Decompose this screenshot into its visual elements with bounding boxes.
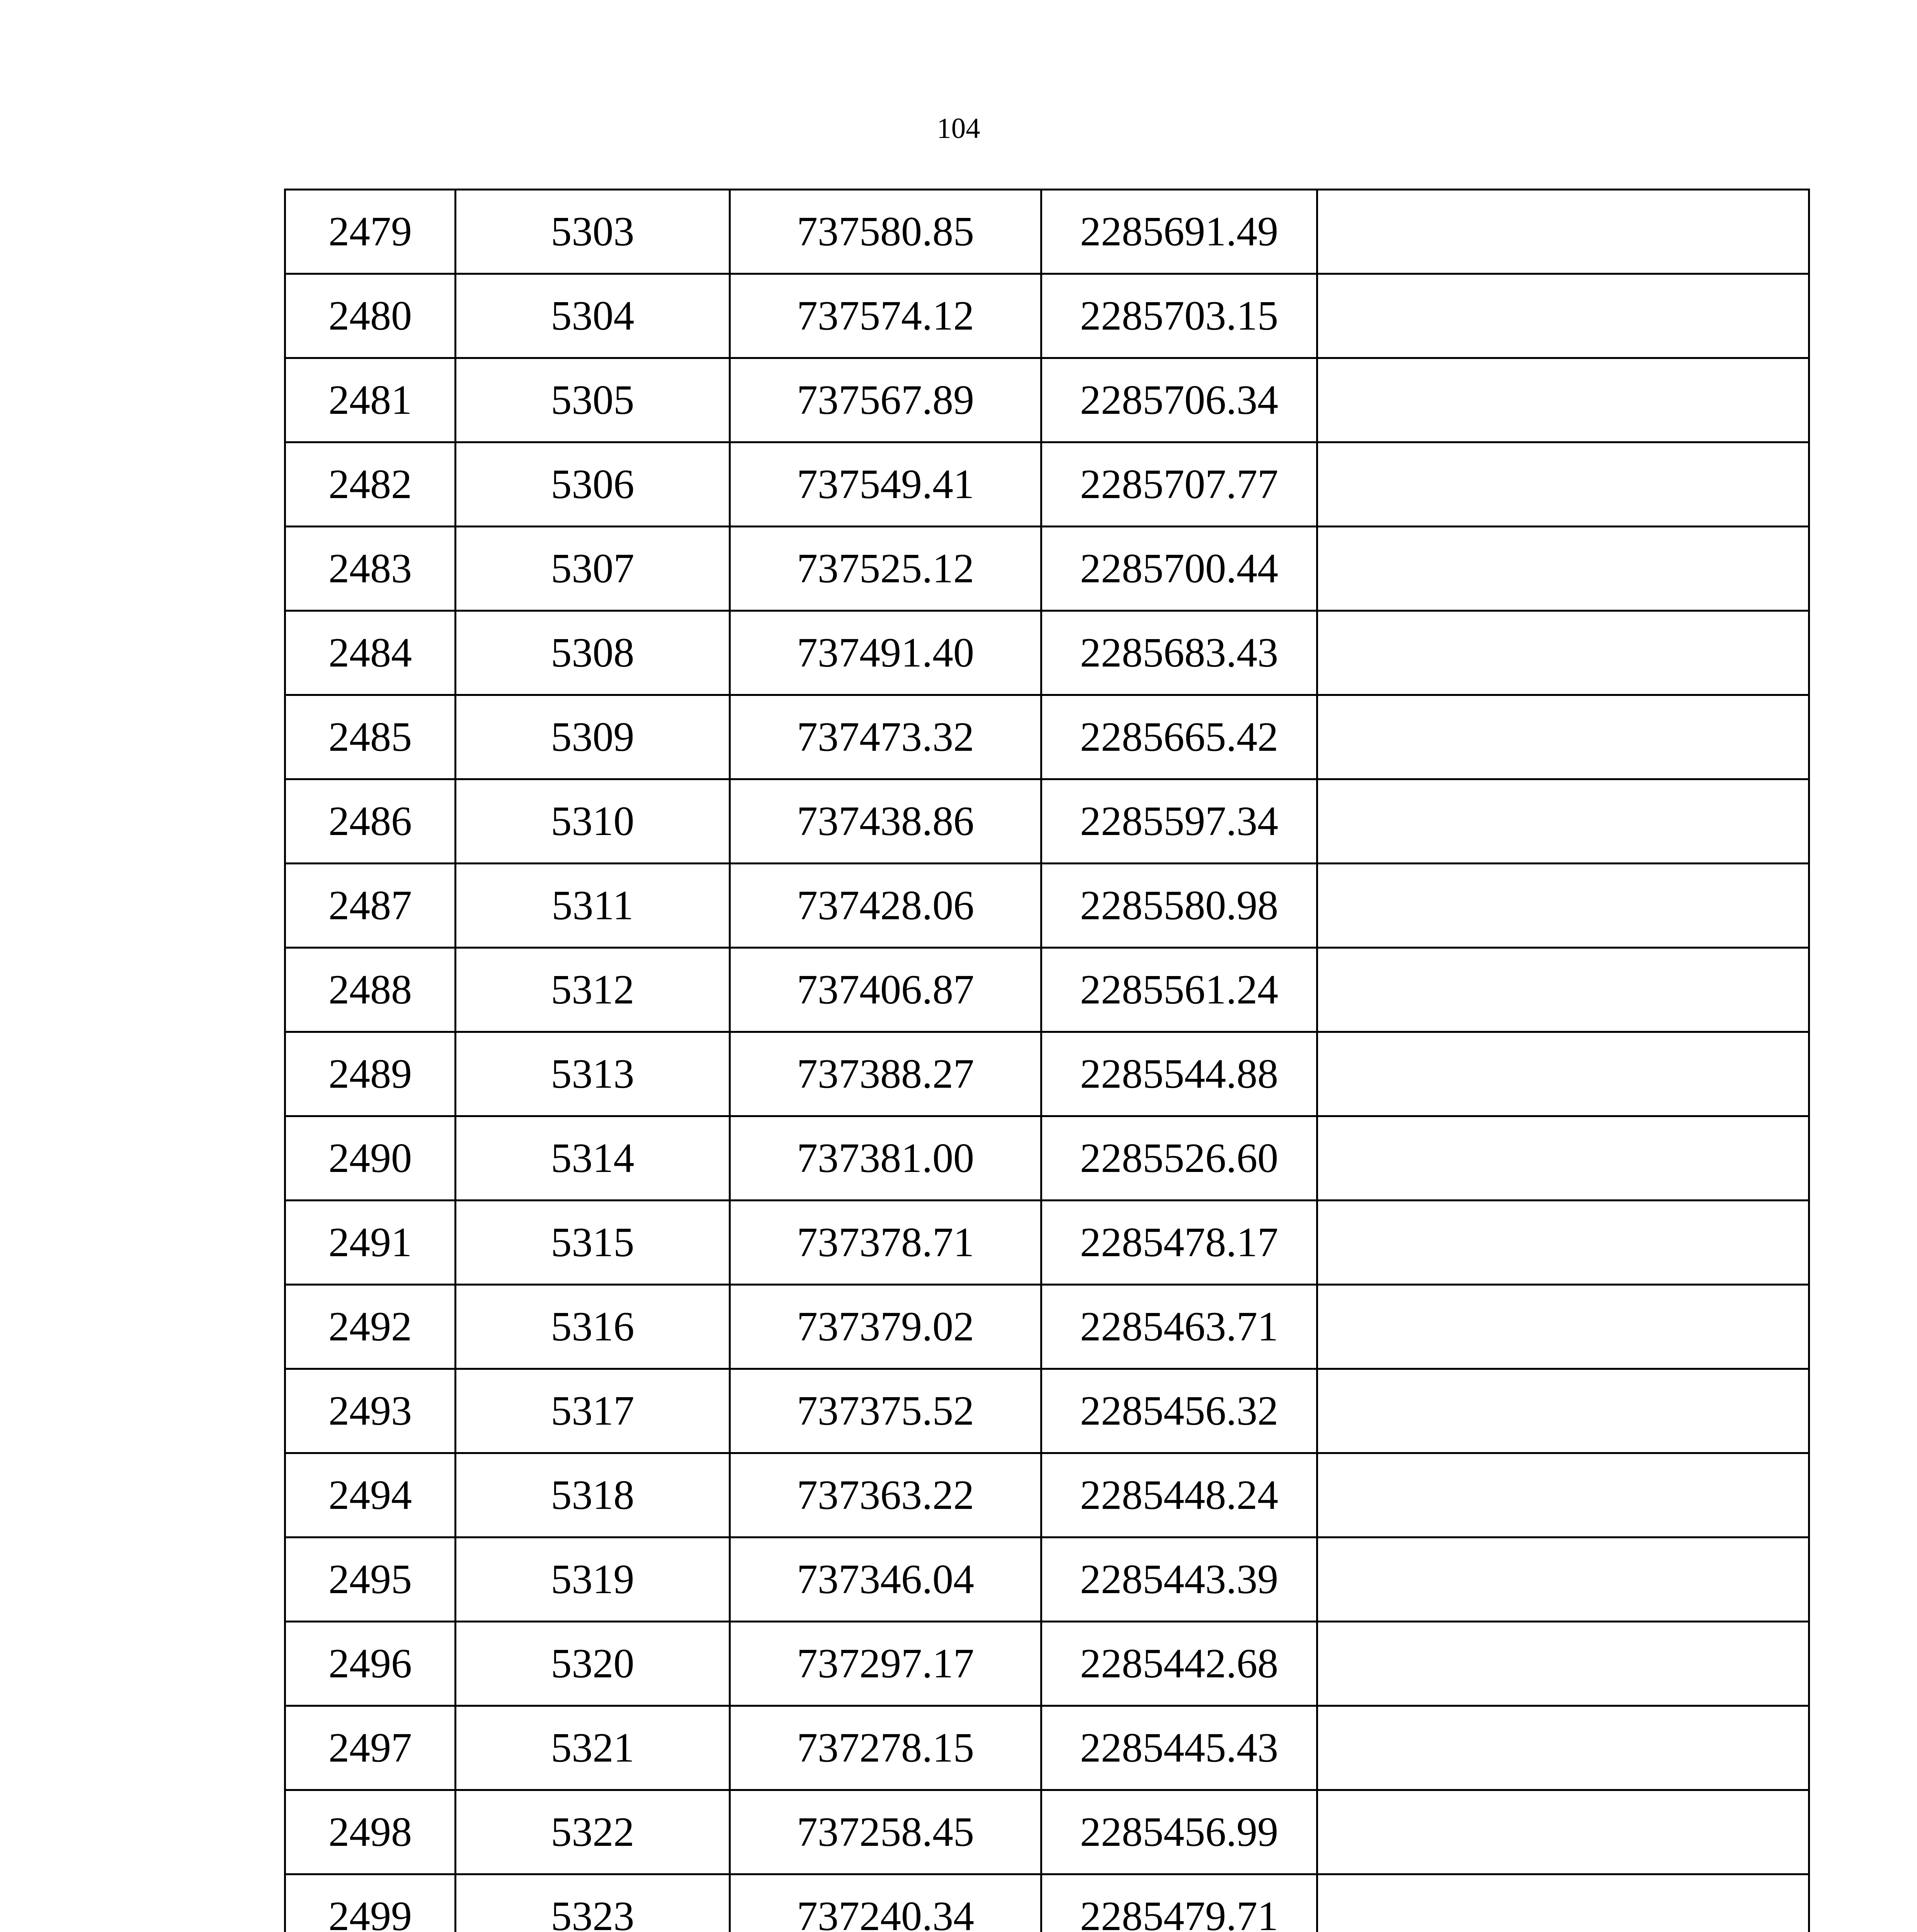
row-index-cell: 2492: [285, 1285, 456, 1369]
table-row: [285, 864, 1809, 948]
x-coordinate-cell: 737491.40: [730, 611, 1041, 695]
y-coordinate-cell: 2285561.24: [1041, 948, 1317, 1032]
point-id-cell: 5306: [456, 442, 730, 527]
page-number: 104: [937, 112, 980, 145]
row-index-cell: 2497: [285, 1706, 456, 1790]
table-row: [285, 1453, 1809, 1537]
x-coordinate-cell: 737388.27: [730, 1032, 1041, 1116]
note-cell: [1317, 1706, 1809, 1790]
x-coordinate-cell: 737375.52: [730, 1369, 1041, 1453]
table-row: [285, 527, 1809, 611]
y-coordinate-cell: 2285443.39: [1041, 1537, 1317, 1622]
y-coordinate-cell: 2285703.15: [1041, 274, 1317, 358]
x-coordinate-cell: 737240.34: [730, 1874, 1041, 1932]
point-id-cell: 5310: [456, 779, 730, 864]
row-index-cell: 2484: [285, 611, 456, 695]
y-coordinate-cell: 2285707.77: [1041, 442, 1317, 527]
note-cell: [1317, 1790, 1809, 1874]
y-coordinate-cell: 2285706.34: [1041, 358, 1317, 442]
note-cell: [1317, 1874, 1809, 1932]
row-index-cell: 2493: [285, 1369, 456, 1453]
row-index-cell: 2494: [285, 1453, 456, 1537]
point-id-cell: 5314: [456, 1116, 730, 1201]
y-coordinate-cell: 2285448.24: [1041, 1453, 1317, 1537]
row-index-cell: 2495: [285, 1537, 456, 1622]
row-index-cell: 2489: [285, 1032, 456, 1116]
point-id-cell: 5308: [456, 611, 730, 695]
table-row: [285, 948, 1809, 1032]
row-index-cell: 2490: [285, 1116, 456, 1201]
point-id-cell: 5307: [456, 527, 730, 611]
x-coordinate-cell: 737438.86: [730, 779, 1041, 864]
row-index-cell: 2483: [285, 527, 456, 611]
note-cell: [1317, 358, 1809, 442]
x-coordinate-cell: 737473.32: [730, 695, 1041, 779]
y-coordinate-cell: 2285665.42: [1041, 695, 1317, 779]
note-cell: [1317, 1622, 1809, 1706]
point-id-cell: 5309: [456, 695, 730, 779]
table-row: [285, 1874, 1809, 1932]
x-coordinate-cell: 737580.85: [730, 190, 1041, 274]
row-index-cell: 2491: [285, 1201, 456, 1285]
table-row: [285, 1537, 1809, 1622]
y-coordinate-cell: 2285597.34: [1041, 779, 1317, 864]
x-coordinate-cell: 737574.12: [730, 274, 1041, 358]
table-row: [285, 695, 1809, 779]
table-row: [285, 1790, 1809, 1874]
note-cell: [1317, 442, 1809, 527]
table-row: [285, 611, 1809, 695]
y-coordinate-cell: 2285456.32: [1041, 1369, 1317, 1453]
y-coordinate-cell: 2285580.98: [1041, 864, 1317, 948]
note-cell: [1317, 190, 1809, 274]
point-id-cell: 5303: [456, 190, 730, 274]
note-cell: [1317, 1285, 1809, 1369]
note-cell: [1317, 1453, 1809, 1537]
point-id-cell: 5316: [456, 1285, 730, 1369]
row-index-cell: 2485: [285, 695, 456, 779]
x-coordinate-cell: 737379.02: [730, 1285, 1041, 1369]
y-coordinate-cell: 2285445.43: [1041, 1706, 1317, 1790]
point-id-cell: 5304: [456, 274, 730, 358]
table-row: [285, 1116, 1809, 1201]
point-id-cell: 5315: [456, 1201, 730, 1285]
coordinate-table: [284, 189, 1810, 1932]
point-id-cell: 5322: [456, 1790, 730, 1874]
y-coordinate-cell: 2285700.44: [1041, 527, 1317, 611]
row-index-cell: 2486: [285, 779, 456, 864]
table-row: [285, 1032, 1809, 1116]
y-coordinate-cell: 2285442.68: [1041, 1622, 1317, 1706]
x-coordinate-cell: 737428.06: [730, 864, 1041, 948]
note-cell: [1317, 527, 1809, 611]
row-index-cell: 2498: [285, 1790, 456, 1874]
point-id-cell: 5312: [456, 948, 730, 1032]
y-coordinate-cell: 2285526.60: [1041, 1116, 1317, 1201]
table-row: [285, 1622, 1809, 1706]
note-cell: [1317, 695, 1809, 779]
point-id-cell: 5311: [456, 864, 730, 948]
note-cell: [1317, 1116, 1809, 1201]
row-index-cell: 2479: [285, 190, 456, 274]
table-row: [285, 190, 1809, 274]
x-coordinate-cell: 737567.89: [730, 358, 1041, 442]
note-cell: [1317, 274, 1809, 358]
table-row: [285, 1706, 1809, 1790]
x-coordinate-cell: 737346.04: [730, 1537, 1041, 1622]
y-coordinate-cell: 2285463.71: [1041, 1285, 1317, 1369]
point-id-cell: 5319: [456, 1537, 730, 1622]
x-coordinate-cell: 737406.87: [730, 948, 1041, 1032]
point-id-cell: 5320: [456, 1622, 730, 1706]
table-row: [285, 442, 1809, 527]
note-cell: [1317, 1369, 1809, 1453]
table-row: [285, 1285, 1809, 1369]
table-row: [285, 779, 1809, 864]
note-cell: [1317, 1537, 1809, 1622]
row-index-cell: 2499: [285, 1874, 456, 1932]
x-coordinate-cell: 737525.12: [730, 527, 1041, 611]
x-coordinate-cell: 737381.00: [730, 1116, 1041, 1201]
row-index-cell: 2482: [285, 442, 456, 527]
x-coordinate-cell: 737549.41: [730, 442, 1041, 527]
note-cell: [1317, 864, 1809, 948]
row-index-cell: 2496: [285, 1622, 456, 1706]
table-row: [285, 358, 1809, 442]
x-coordinate-cell: 737278.15: [730, 1706, 1041, 1790]
point-id-cell: 5305: [456, 358, 730, 442]
x-coordinate-cell: 737378.71: [730, 1201, 1041, 1285]
note-cell: [1317, 611, 1809, 695]
row-index-cell: 2481: [285, 358, 456, 442]
table-row: [285, 1201, 1809, 1285]
y-coordinate-cell: 2285544.88: [1041, 1032, 1317, 1116]
row-index-cell: 2480: [285, 274, 456, 358]
note-cell: [1317, 1201, 1809, 1285]
table-row: [285, 274, 1809, 358]
table-row: [285, 1369, 1809, 1453]
y-coordinate-cell: 2285456.99: [1041, 1790, 1317, 1874]
point-id-cell: 5323: [456, 1874, 730, 1932]
x-coordinate-cell: 737258.45: [730, 1790, 1041, 1874]
y-coordinate-cell: 2285478.17: [1041, 1201, 1317, 1285]
note-cell: [1317, 779, 1809, 864]
point-id-cell: 5321: [456, 1706, 730, 1790]
point-id-cell: 5313: [456, 1032, 730, 1116]
y-coordinate-cell: 2285691.49: [1041, 190, 1317, 274]
point-id-cell: 5317: [456, 1369, 730, 1453]
row-index-cell: 2487: [285, 864, 456, 948]
y-coordinate-cell: 2285479.71: [1041, 1874, 1317, 1932]
x-coordinate-cell: 737363.22: [730, 1453, 1041, 1537]
point-id-cell: 5318: [456, 1453, 730, 1537]
row-index-cell: 2488: [285, 948, 456, 1032]
y-coordinate-cell: 2285683.43: [1041, 611, 1317, 695]
note-cell: [1317, 1032, 1809, 1116]
note-cell: [1317, 948, 1809, 1032]
coordinate-table-body: [285, 190, 1809, 1932]
x-coordinate-cell: 737297.17: [730, 1622, 1041, 1706]
